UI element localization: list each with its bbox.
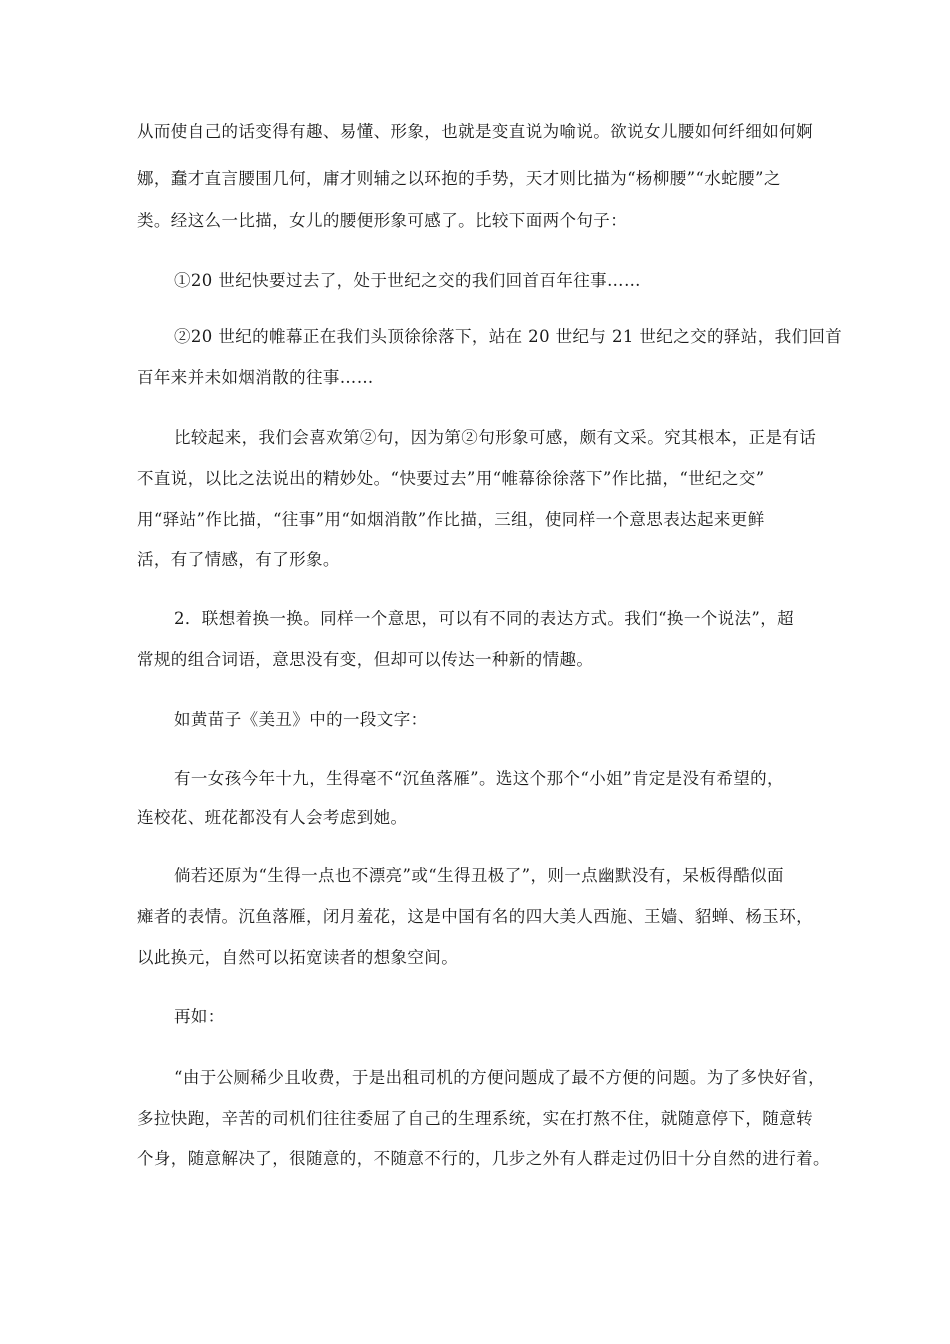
text-line: 以此换元，自然可以拓宽读者的想象空间。 bbox=[137, 948, 459, 967]
text-line: 再如： bbox=[174, 1007, 225, 1026]
text-line: 从而使自己的话变得有趣、易懂、形象，也就是变直说为喻说。欲说女儿腰如何纤细如何婀 bbox=[137, 122, 813, 141]
text-line: 2．联想着换一换。同样一个意思，可以有不同的表达方式。我们“换一个说法”，超 bbox=[174, 609, 795, 628]
text-line: 倘若还原为“生得一点也不漂亮”或“生得丑极了”，则一点幽默没有，呆板得酷似面 bbox=[174, 866, 784, 885]
text-line: 有一女孩今年十九，生得毫不“沉鱼落雁”。选这个那个“小姐”肯定是没有希望的， bbox=[174, 769, 784, 788]
text-line: 活，有了情感，有了形象。 bbox=[137, 550, 340, 569]
text-line: 多拉快跑，辛苦的司机们往往委屈了自己的生理系统，实在打熬不住，就随意停下，随意转 bbox=[137, 1109, 813, 1128]
text-line: ①20 世纪快要过去了，处于世纪之交的我们回首百年往事…… bbox=[174, 271, 641, 290]
text-line: 娜，蠢才直言腰围几何，庸才则辅之以环抱的手势，天才则比描为“杨柳腰”“水蛇腰”之 bbox=[137, 169, 781, 188]
text-line: 比较起来，我们会喜欢第②句，因为第②句形象可感，颇有文采。究其根本，正是有话 bbox=[174, 428, 817, 447]
text-line: ②20 世纪的帷幕正在我们头顶徐徐落下，站在 20 世纪与 21 世纪之交的驿站，我们回首 bbox=[174, 327, 843, 346]
text-line: 常规的组合词语，意思没有变，但却可以传达一种新的情趣。 bbox=[137, 650, 594, 669]
text-line: 如黄苗子《美丑》中的一段文字： bbox=[174, 710, 428, 729]
text-line: 不直说，以比之法说出的精妙处。“快要过去”用“帷幕徐徐落下”作比描，“世纪之交” bbox=[137, 469, 765, 488]
text-line: 百年来并未如烟消散的往事…… bbox=[137, 368, 374, 387]
text-line: 类。经这么一比描，女儿的腰便形象可感了。比较下面两个句子： bbox=[137, 211, 628, 230]
text-line: 个身，随意解决了，很随意的，不随意不行的，几步之外有人群走过仍旧十分自然的进行着。 bbox=[137, 1149, 830, 1168]
text-line: 用“驿站”作比描，“往事”用“如烟消散”作比描，三组，使同样一个意思表达起来更鲜 bbox=[137, 510, 765, 529]
text-line: “由于公厕稀少且收费，于是出租司机的方便问题成了最不方便的问题。为了多快好省， bbox=[174, 1068, 826, 1087]
text-line: 瘫者的表情。沉鱼落雁，闭月羞花，这是中国有名的四大美人西施、王嫱、貂蝉、杨玉环， bbox=[137, 907, 813, 926]
text-line: 连校花、班花都没有人会考虑到她。 bbox=[137, 808, 408, 827]
